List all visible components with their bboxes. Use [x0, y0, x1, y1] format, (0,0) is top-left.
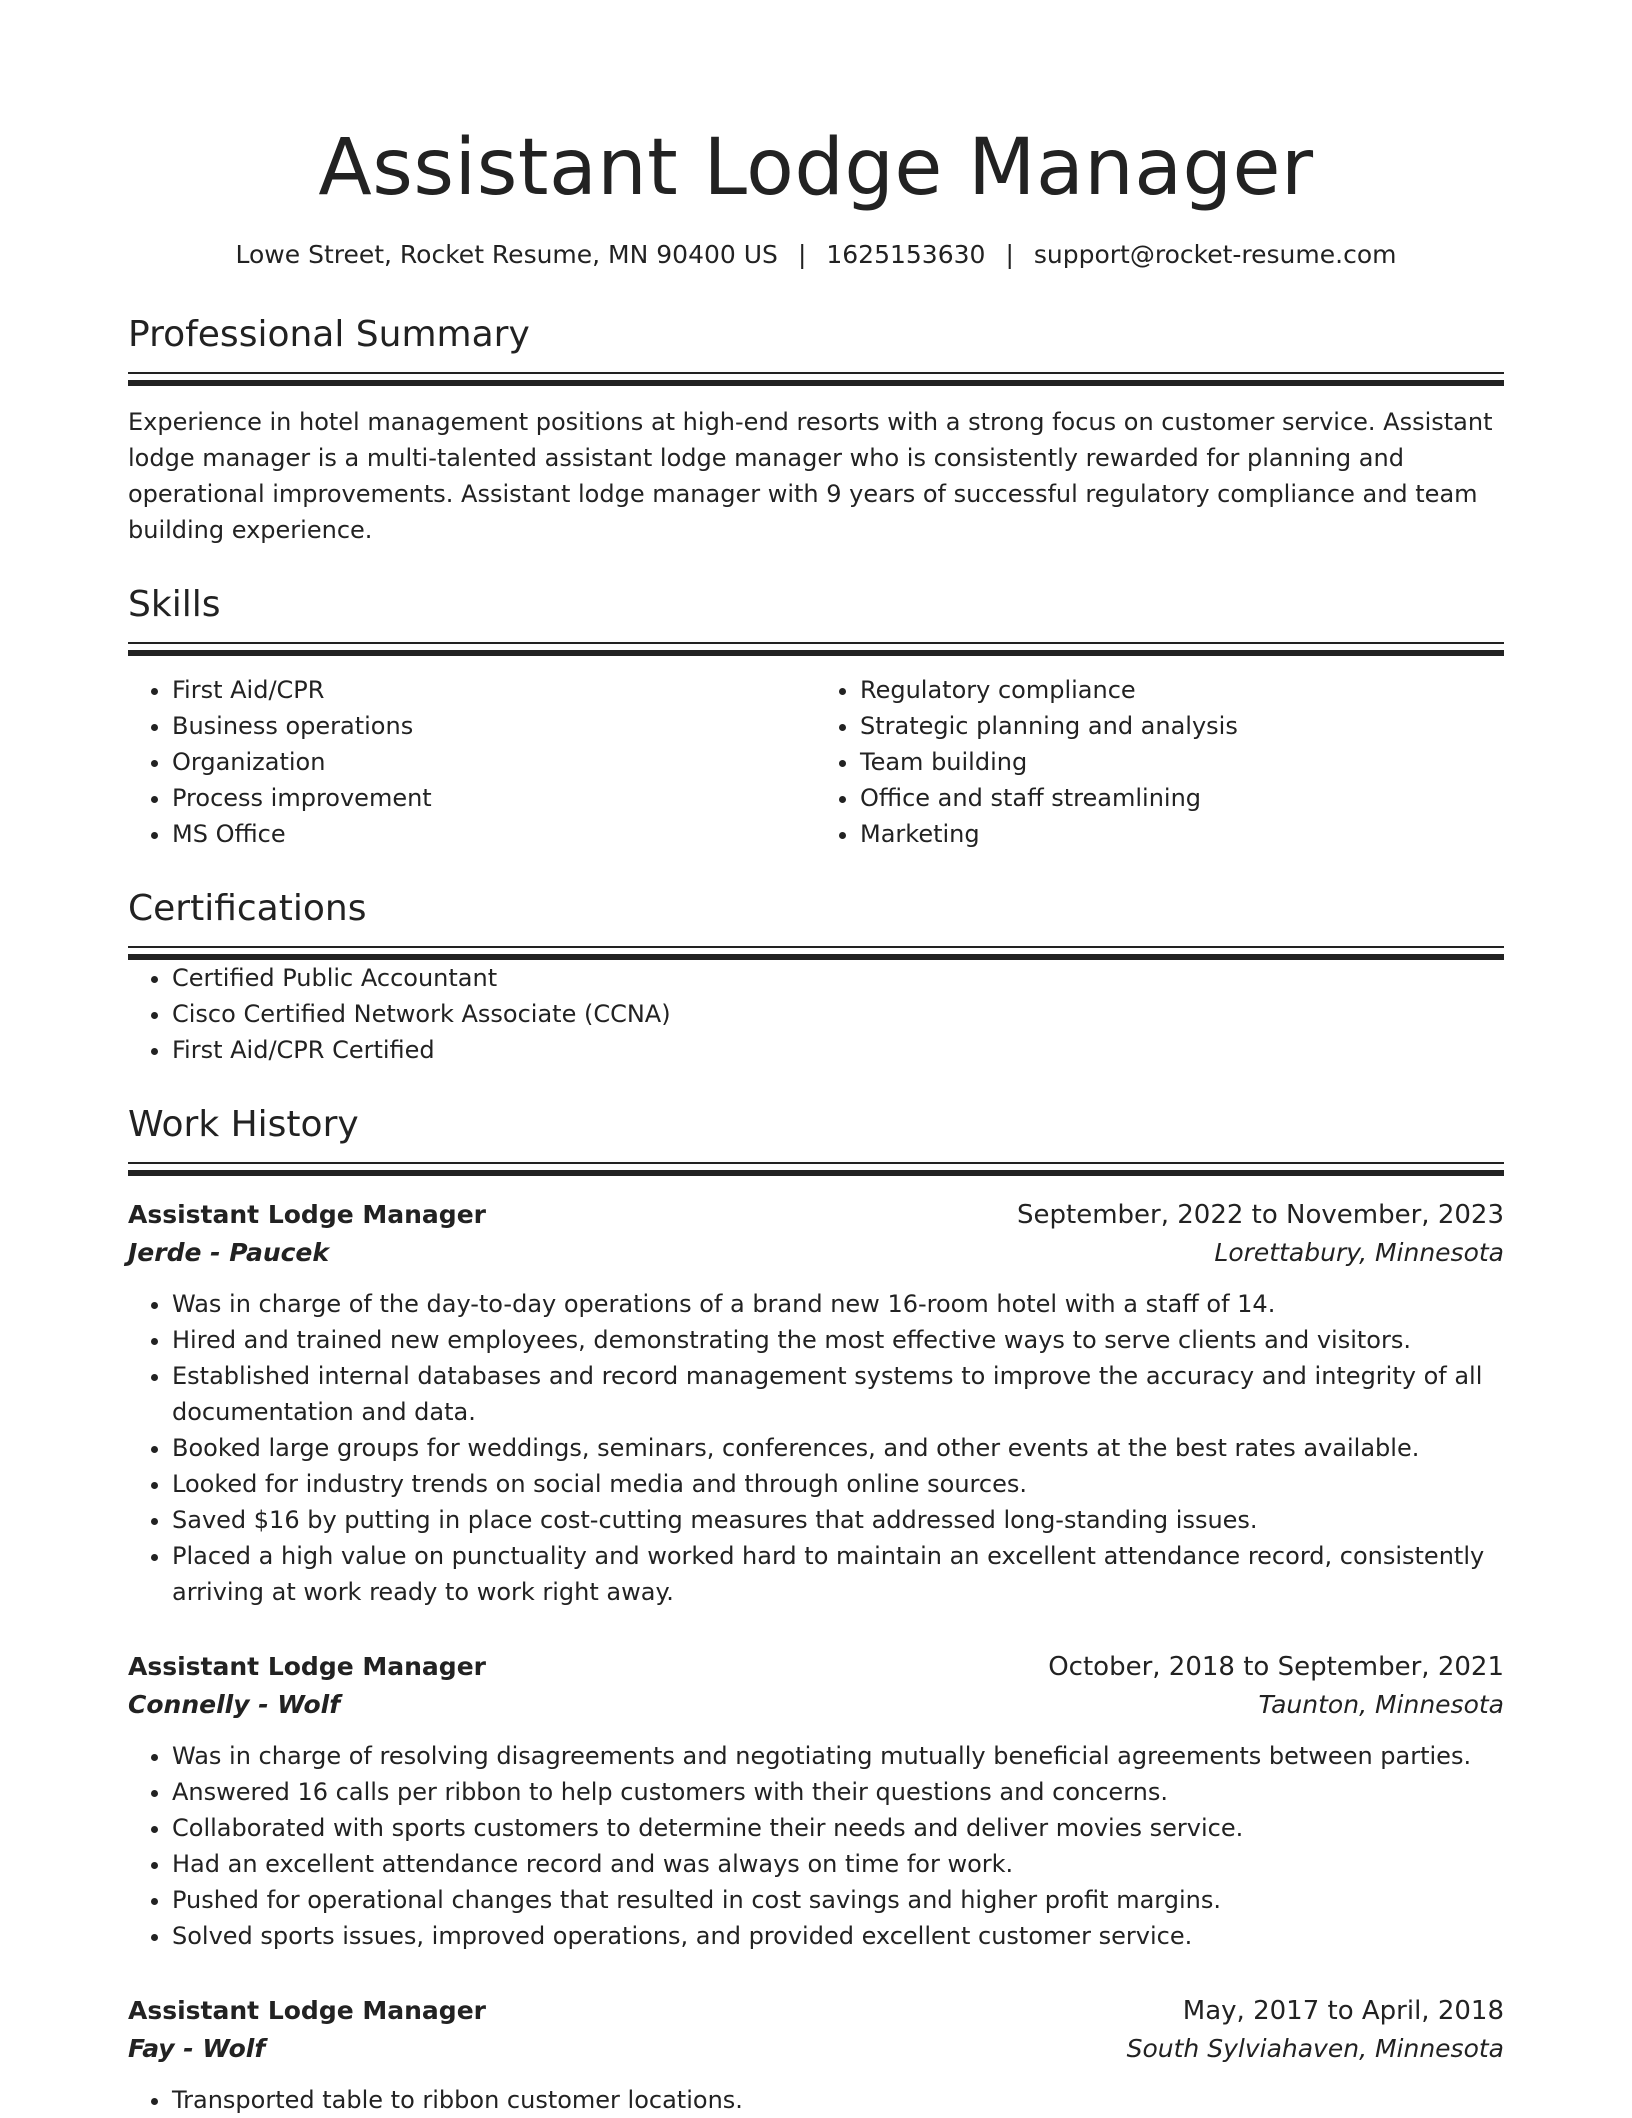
- skill-item: • Business operations: [172, 708, 816, 744]
- job-duty: • Answered 16 calls per ribbon to help customers with their questions and concerns.: [172, 1774, 1504, 1810]
- section-divider: [128, 642, 1504, 656]
- work-history-section: [128, 1102, 1504, 2118]
- job-subheader: [128, 1686, 1504, 1724]
- skill-item: • Team building: [860, 744, 1504, 780]
- section-heading: Skills: [128, 584, 221, 625]
- job-duty: • Placed a high value on punctuality and worked hard to maintain an excellent attendance record, consistently arriving at work ready to work right away.: [172, 1538, 1504, 1610]
- job-title: Assistant Lodge Manager: [128, 1996, 486, 2025]
- skill-item: • First Aid/CPR: [172, 672, 816, 708]
- section-heading: Certifications: [128, 888, 367, 929]
- contact-line: [128, 238, 1504, 272]
- job-subheader: [128, 2030, 1504, 2068]
- job-company: Connelly - Wolf: [128, 1690, 341, 1719]
- section-divider: [128, 946, 1504, 960]
- skill-item: • Marketing: [860, 816, 1504, 852]
- certification-item: • Cisco Certified Network Associate (CCNA): [172, 996, 1504, 1032]
- skills-list-left: [128, 672, 816, 852]
- job-location: Lorettabury, Minnesota: [1214, 1238, 1504, 1267]
- skill-item: • Process improvement: [172, 780, 816, 816]
- skills-list-right: [816, 672, 1504, 852]
- job-duty: • Collaborated with sports customers to determine their needs and deliver movies service.: [172, 1810, 1504, 1846]
- job-duties-list: [128, 1738, 1504, 1954]
- skills-grid: [128, 672, 1504, 852]
- section-divider: [128, 1162, 1504, 1176]
- section-heading: Professional Summary: [128, 314, 530, 355]
- job-duty: • Established internal databases and record management systems to improve the accuracy and integrity of all documentation and data.: [172, 1358, 1504, 1430]
- contact-email: support@rocket-resume.com: [1033, 240, 1397, 269]
- skills-column-right: [816, 672, 1504, 852]
- job-entry: [128, 1992, 1504, 2118]
- section-divider: [128, 372, 1504, 386]
- job-duty: • Booked large groups for weddings, seminars, conferences, and other events at the best rates available.: [172, 1430, 1504, 1466]
- job-location: Taunton, Minnesota: [1258, 1690, 1504, 1719]
- job-company: Jerde - Paucek: [128, 1238, 330, 1267]
- job-duty: • Had an excellent attendance record and was always on time for work.: [172, 1846, 1504, 1882]
- job-duty: • Saved $16 by putting in place cost-cutting measures that addressed long-standing issues.: [172, 1502, 1504, 1538]
- job-duty: • Hired and trained new employees, demonstrating the most effective ways to serve clients and visitors.: [172, 1322, 1504, 1358]
- summary-text: Experience in hotel management positions at high-end resorts with a strong focus on customer service. Assistant lodge manager is a multi-talented assistant lodge manager who is consistently rewarded for planning and operational improvements. Assistant lodge manager with 9 years of successful regulatory compliance and team building experience.: [128, 408, 1493, 544]
- job-dates: October, 2018 to September, 2021: [1048, 1652, 1504, 1682]
- job-duty: • Transported table to ribbon customer locations.: [172, 2082, 1504, 2118]
- skills-section: [128, 582, 1504, 852]
- job-subheader: [128, 1234, 1504, 1272]
- contact-phone: 1625153630: [826, 240, 986, 269]
- contact-separator: |: [797, 240, 807, 269]
- job-duty: • Was in charge of resolving disagreements and negotiating mutually beneficial agreements between parties.: [172, 1738, 1504, 1774]
- job-title: Assistant Lodge Manager: [128, 1652, 486, 1681]
- job-company: Fay - Wolf: [128, 2034, 266, 2063]
- job-duties-list: [128, 2082, 1504, 2118]
- skill-item: • Organization: [172, 744, 816, 780]
- job-entry: [128, 1196, 1504, 1610]
- certifications-section: [128, 886, 1504, 1068]
- skill-item: • Strategic planning and analysis: [860, 708, 1504, 744]
- skill-item: • Regulatory compliance: [860, 672, 1504, 708]
- job-duty: • Solved sports issues, improved operations, and provided excellent customer service.: [172, 1918, 1504, 1954]
- skill-item: • Office and staff streamlining: [860, 780, 1504, 816]
- job-dates: September, 2022 to November, 2023: [1017, 1200, 1504, 1230]
- job-duty: • Pushed for operational changes that resulted in cost savings and higher profit margins.: [172, 1882, 1504, 1918]
- section-heading: Work History: [128, 1104, 359, 1145]
- skill-item: • MS Office: [172, 816, 816, 852]
- job-header: [128, 1196, 1504, 1234]
- certification-item: • First Aid/CPR Certified: [172, 1032, 1504, 1068]
- job-entry: [128, 1648, 1504, 1954]
- job-header: [128, 1648, 1504, 1686]
- professional-summary-section: [128, 312, 1504, 548]
- certifications-list: [128, 960, 1504, 1068]
- job-title: Assistant Lodge Manager: [128, 1200, 486, 1229]
- job-header: [128, 1992, 1504, 2030]
- job-dates: May, 2017 to April, 2018: [1182, 1996, 1504, 2026]
- certification-item: • Certified Public Accountant: [172, 960, 1504, 996]
- job-duties-list: [128, 1286, 1504, 1610]
- contact-address: Lowe Street, Rocket Resume, MN 90400 US: [235, 240, 778, 269]
- skills-column-left: [128, 672, 816, 852]
- resume-title: Assistant Lodge Manager: [318, 123, 1314, 213]
- contact-separator: |: [1005, 240, 1014, 269]
- job-duty: • Was in charge of the day-to-day operations of a brand new 16-room hotel with a staff of 14.: [172, 1286, 1504, 1322]
- job-location: South Sylviahaven, Minnesota: [1126, 2034, 1504, 2063]
- job-duty: • Looked for industry trends on social media and through online sources.: [172, 1466, 1504, 1502]
